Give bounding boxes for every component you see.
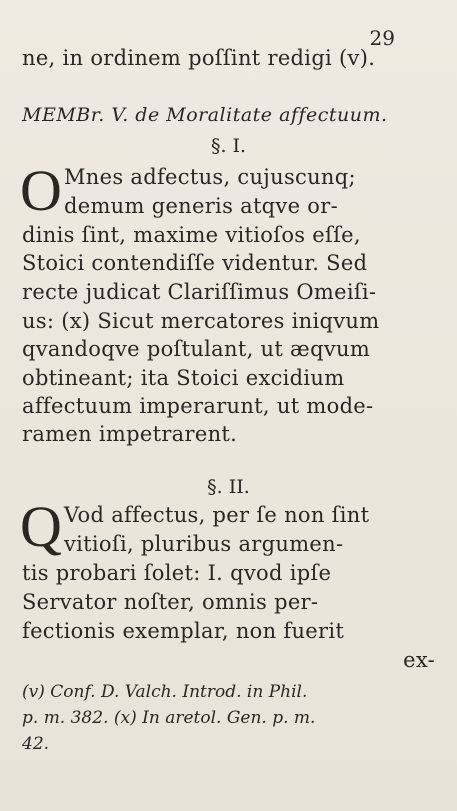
section-2-catchword: ex- [403,648,435,672]
section-1-line: dinis ſint, maxime vitioſos eſſe, [22,223,361,247]
page-number: 29 [369,26,395,50]
section-1-line: qvandoqve poſtulant, ut æqvum [22,337,371,361]
section-2-line: tis probari ſolet: I. qvod ipſe [22,561,332,585]
footnote-line: (v) Conf. D. Valch. Introd. in Phil. [22,682,308,702]
top-line: ne, in ordinem poſſint redigi (v). [22,46,376,70]
section-1-line: Mnes adfectus, cujuscunq; [64,165,356,189]
section-2-drop-initial: Q [20,494,62,559]
section-1-line: ramen impetrarent. [22,422,238,446]
section-1-line: recte judicat Clariſſimus Omeiſi- [22,280,377,304]
section-1-line: Stoici contendiſſe videntur. Sed [22,251,368,275]
section-1-heading: §. I. [210,135,247,157]
section-1-line: demum generis atqve or- [64,194,338,218]
section-2-line: Vod affectus, per ſe non ſint [64,503,370,527]
section-2-line: fectionis exemplar, non fuerit [22,619,345,643]
section-1-line: obtineant; ita Stoici excidium [22,366,345,390]
section-2-line: Servator noſter, omnis per- [22,590,319,614]
section-1-drop-initial: O [20,158,62,223]
section-1-line: affectuum imperarunt, ut mode- [22,394,374,418]
running-head: MEMBr. V. de Moralitate affectuum. [22,104,388,126]
section-2-line: vitioſi, pluribus argumen- [64,532,344,556]
section-2-heading: §. II. [207,476,250,498]
section-1-line: us: (x) Sicut mercatores iniqvum [22,309,380,333]
footnote-line: 42. [22,734,50,754]
footnote-line: p. m. 382. (x) In aretol. Gen. p. m. [22,708,316,728]
